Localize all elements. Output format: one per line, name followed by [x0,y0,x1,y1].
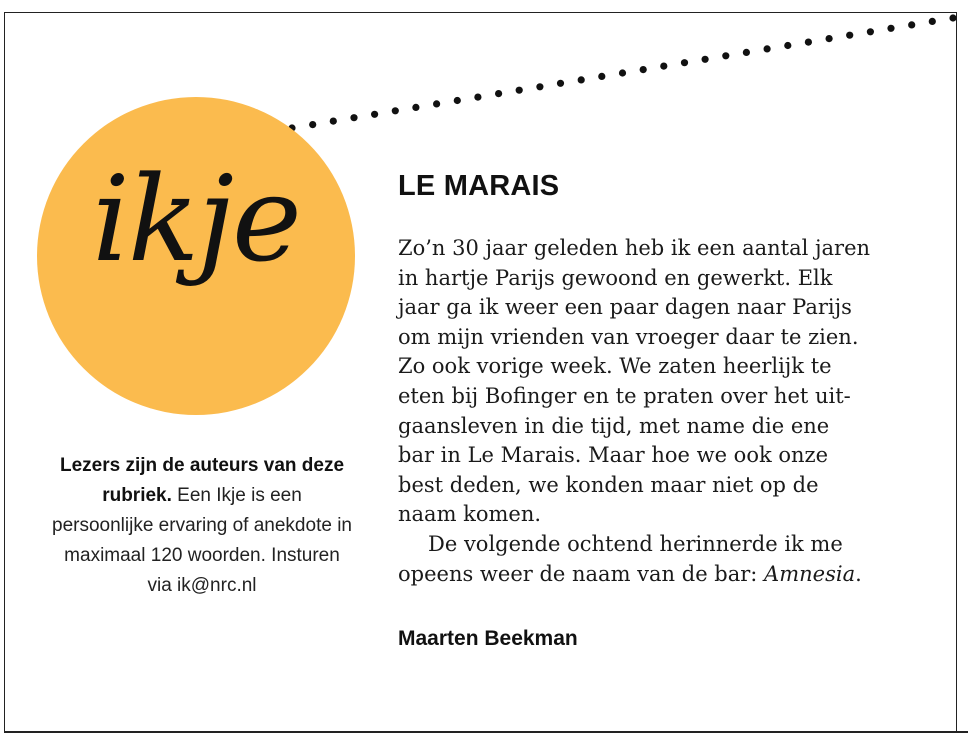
article-paragraph-1 [398,234,918,530]
decoration-dot [557,80,564,87]
decoration-dot [474,94,481,101]
article-paragraph-2 [398,530,918,589]
decoration-dot [743,49,750,56]
decoration-dot [516,87,523,94]
rubric-description [52,451,352,601]
decoration-dot [640,66,647,73]
decoration-dot [536,83,543,90]
body-line: Zo’n 30 jaar geleden heb ik een aantal jaren [398,236,871,260]
ikje-logo: ikje [92,150,300,288]
decoration-dot [330,118,337,125]
decoration-dot [867,28,874,35]
sentence-end: . [855,561,862,586]
decoration-dot [412,104,419,111]
decoration-dot [371,111,378,118]
body-line: bar in Le Marais. Maar hoe we ook onze [398,443,829,468]
decoration-dot [887,25,894,32]
decoration-dot [392,107,399,114]
decoration-dot [433,100,440,107]
decoration-dot [350,114,357,121]
decoration-dot [619,69,626,76]
body-line: De volgende ochtend herinnerde ik me [428,531,843,556]
decoration-dot [908,21,915,28]
decoration-dot [598,73,605,80]
rubric-lead: Lezers zijn de auteurs van deze rubriek. [59,455,345,506]
decoration-dot [495,90,502,97]
body-line: naam komen. [398,502,542,527]
body-line: eten bij Bofinger en te praten over het uit- [398,383,851,408]
body-line: in hartje Parijs gewoond en gewerkt. Elk [398,265,833,290]
decoration-dot [702,56,709,63]
article-title: LE MARAIS [398,170,560,202]
decoration-dot [949,14,956,21]
decoration-dot [578,76,585,83]
bar-name: Amnesia [764,561,856,586]
rubric-rest: Een Ikje is een persoonlijke ervaring of anekdote in maximaal 120 woorden. Insturen via ik@nrc.nl [52,485,352,596]
decoration-dot [309,121,316,128]
body-line: om mijn vrienden van vroeger daar te zien. [398,324,859,349]
article-body [398,234,918,589]
body-line: best deden, we konden maar niet op de [398,472,819,497]
decoration-dot [826,35,833,42]
body-line: Zo ook vorige week. We zaten heerlijk te [398,354,832,379]
decoration-dot [929,18,936,25]
body-line: jaar ga ik weer een paar dagen naar Parijs [398,295,852,320]
decoration-dot [846,32,853,39]
decoration-dot [764,45,771,52]
decoration-dot [454,97,461,104]
decoration-dot [805,39,812,46]
decoration-dot [681,59,688,66]
decoration-dot [722,52,729,59]
decoration-dot [660,63,667,70]
body-line: opeens weer de naam van de bar: [398,561,765,586]
decoration-dot [784,42,791,49]
article-author: Maarten Beekman [398,627,578,650]
body-line: gaansleven in die tijd, met name die ene [398,413,830,438]
